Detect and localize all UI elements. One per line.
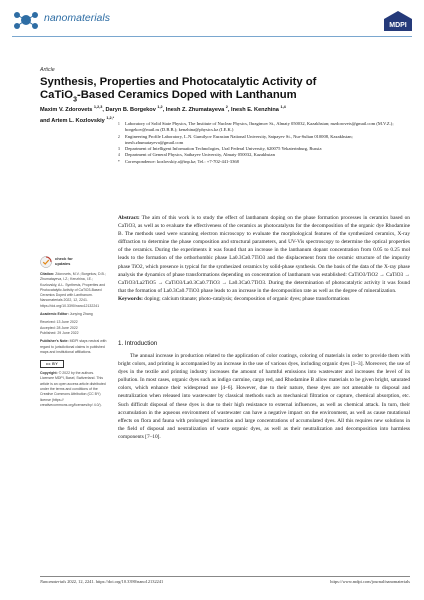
check-for-updates-text <box>55 257 73 266</box>
journal-logo-icon <box>13 9 39 31</box>
affiliation-number: 1 <box>118 122 120 126</box>
affiliation-item <box>118 121 408 134</box>
footer-journal: Nanomaterials <box>40 579 67 584</box>
updates-line-1: check for <box>55 256 73 262</box>
author-name[interactable]: Daryn B. Borgekov <box>105 106 156 113</box>
author-affiliation-marker: 1,2,3 <box>93 105 103 109</box>
affiliation-text: Engineering Profile Laboratory, L.N. Gumilyov Eurasian National University, Satpayev St., Nur-Sultan 010008, Kazakhstan; inesh.zhumatayeva@gmail.com <box>125 133 353 145</box>
check-for-updates-icon <box>40 256 52 268</box>
affiliations <box>118 121 408 165</box>
affiliation-item <box>118 134 408 147</box>
keywords-label: Keywords: <box>118 296 143 302</box>
section-heading-introduction: 1. Introduction <box>118 340 158 347</box>
updates-line-2: updates <box>55 261 71 266</box>
author-name[interactable]: Maxim V. Zdorovets <box>40 106 93 113</box>
author-affiliation-marker: 1,2,* <box>106 115 115 120</box>
copyright-label: Copyright: <box>40 371 58 376</box>
citation-text[interactable]: Zdorovets, M.V.; Borgekov, D.B.; Zhumatayeva, I.Z.; Kenzhina, I.E.; Kozlovskiy, A.L. Synthesis, Properties and Photocatalytic Activity of CaTiO3-Based Ceramics Doped with Lanthanum. Nanomaterials 2022, 12, 2241. https://doi.org/10.3390/nano12132241 <box>40 272 106 308</box>
affiliation-number: 3 <box>118 147 120 152</box>
abstract <box>118 214 410 295</box>
footer-citation-rest[interactable]: 2022, 12, 2241. https://doi.org/10.3390/nano12132241 <box>66 579 164 584</box>
dates-block <box>40 320 108 336</box>
citation-label: Citation: <box>40 272 55 276</box>
title-line-1: Synthesis, Properties and Photocatalytic Activity of <box>40 76 317 88</box>
title-subscript: 3 <box>73 96 77 104</box>
mdpi-logo-icon[interactable] <box>384 11 412 31</box>
editor-label: Academic Editor: <box>40 312 69 317</box>
affiliation-text: Laboratory of Solid State Physics, The Institute of Nuclear Physics, Ibragimov St., Almaty 050032, Kazakhstan; mzdorovets@gmail.com (M.V.Z.); borgekov@mail.ru (D.B.B.); kenzhina@physics.kz (I.E.K.) <box>125 121 394 133</box>
journal-name[interactable]: nanomaterials <box>44 12 110 24</box>
author-list: Maxim V. Zdorovets $^{1,2,3}$, Daryn B. Borgekov $^{1,2}$, Inesh Z. Zhumatayeva $^2$, Inesh E. Kenzhina $^{1,4}$ and Artem L. Kozlovskiy $^{1,2,*}$ <box>40 105 286 124</box>
published-date: Published: 29 June 2022 <box>40 330 79 335</box>
abstract-label: Abstract: <box>118 215 140 221</box>
abstract-text: The aim of this work is to study the effect of lanthanum doping on the phase formation processes in ceramics based on CaTiO3, as well as to evaluate the effectiveness of the ceramics as photocatalysts for the decomposition of the organic dye Rhodamine B. The methods used were scanning electron microscopy to evaluate the morphological features of the synthesized ceramics, X-ray diffraction to determine the phase composition and structural parameters, and UV-Vis spectroscopy to determine the optical properties of the ceramics. During the experiments it was found that an increase in the lanthanum dopant concentration from 0.05 to 0.25 mol leads to the formation of the orthorhombic phase La0.3Ca0.7TiO3 and the displacement from the ceramic structure of the impurity phase TiO2, which presence is typical for the synthesized ceramics by solid-phase synthesis. On the basis of the data of the X-ray phase analysis the dynamics of phase transformations depending on concentration of lanthanum was established: CaTiO3/TiO2 → CaTiO3 → CaTiO3/La2TiO5 → CaTiO3/La0.3Ca0.7TiO3 → La0.3Ca0.7TiO3. During the determination of photocatalytic activity it was found that the formation of La0.3Ca0.7TiO3 phase leads to an increase in the decomposition rate as well as the degree of mineralization. <box>118 215 410 294</box>
author-affiliation-marker: 2 <box>225 105 228 109</box>
editor-name: Junying Zhang <box>69 312 93 317</box>
keywords-text: doping; calcium titanate; photo-catalysis; decomposition of organic dyes; phase transformations <box>144 296 350 302</box>
keywords <box>118 295 410 303</box>
affiliation-number: 2 <box>118 134 120 139</box>
mdpi-logo-text: MDPI <box>389 22 407 29</box>
cc-by-license-icon[interactable]: cc BY <box>40 360 64 368</box>
author-affiliation-marker: 1,2 <box>157 105 163 109</box>
footer-journal-url[interactable]: https://www.mdpi.com/journal/nanomaterials <box>330 579 410 584</box>
publisher-note <box>40 339 108 355</box>
affiliation-number: 4 <box>118 153 120 158</box>
introduction-paragraph: The annual increase in production related to the application of color coatings, coloring of materials in order to provide them with bright colors, and printing is accompanied by an increase in the use of various dyes, including organic dyes [1–3]. Moreover, the use of dyes in the textile and printing industry increases the amount of harmful emissions into wastewater and increases the level of its pollution. In most cases, organic dyes such as indigo carmine, cargo red, and Rhodamine B allow materials to be given bright, saturated colors, which enhance their widespread use [4–6]. However, due to their nature, these dyes are not amenable to disposal and neutralization when released into wastewater by classical methods such as mechanical filtration or capture, chemical absorption, etc. Such difficult disposal of these dyes is due to their high resistance to external influences, as well as chemical attack. In turn, their accumulation in the aqueous environment of wastewater can have a negative impact on the environment, as well as cause mutational effects on flora and fauna with prolonged interaction and large concentrations of accumulated dyes. All this requires new solutions in the field of disposal and neutralization of waste organic dyes, as well as their neutralization and decomposition into harmless components [7–10]. <box>118 353 410 440</box>
footer-divider <box>40 576 410 577</box>
copyright-text: © 2022 by the authors. Licensee MDPI, Basel, Switzerland. This article is an open access article distributed under the terms and conditions of the Creative Commons Attribution (CC BY) license (https:// creativecommons.org/licenses/by/ 4.0/). <box>40 371 106 407</box>
accepted-date: Accepted: 28 June 2022 <box>40 325 78 330</box>
correspondence-text[interactable]: Correspondence: kozlovskiy.a@inp.kz; Tel.: +7-702-441-3368 <box>125 158 239 164</box>
footer-citation <box>40 579 163 584</box>
author-name[interactable]: Inesh Z. Zhumatayeva <box>165 106 225 113</box>
copyright-block <box>40 371 108 408</box>
correspondence <box>118 159 408 165</box>
header-divider <box>12 36 412 37</box>
title-line-2b: -Based Ceramics Doped with Lanthanum <box>76 88 297 101</box>
journal-header <box>12 7 412 37</box>
title-line-2a: CaTiO <box>40 88 74 101</box>
correspondence-marker: * <box>118 159 120 164</box>
citation-block <box>40 272 108 309</box>
article-info-sidebar <box>40 256 108 411</box>
check-for-updates-button[interactable] <box>40 256 108 268</box>
author-name[interactable]: Inesh E. Kenzhina <box>231 106 279 113</box>
publisher-note-text: MDPI stays neutral with regard to jurisdictional claims in published maps and institutional affiliations. <box>40 339 107 354</box>
affiliation-text: Department of Intelligent Information Technologies, Ural Federal University, 620075 Yekaterinburg, Russia <box>125 146 322 152</box>
affiliation-text: Department of General Physics, Satbayev University, Almaty 050032, Kazakhstan <box>125 152 275 158</box>
article-type: Article <box>40 67 55 73</box>
author-affiliation-marker: 1,4 <box>280 105 286 109</box>
publisher-note-label: Publisher's Note: <box>40 339 69 344</box>
received-date: Received: 13 June 2022 <box>40 320 78 325</box>
academic-editor <box>40 312 108 317</box>
author-name[interactable]: Artem L. Kozlovskiy <box>51 117 105 124</box>
